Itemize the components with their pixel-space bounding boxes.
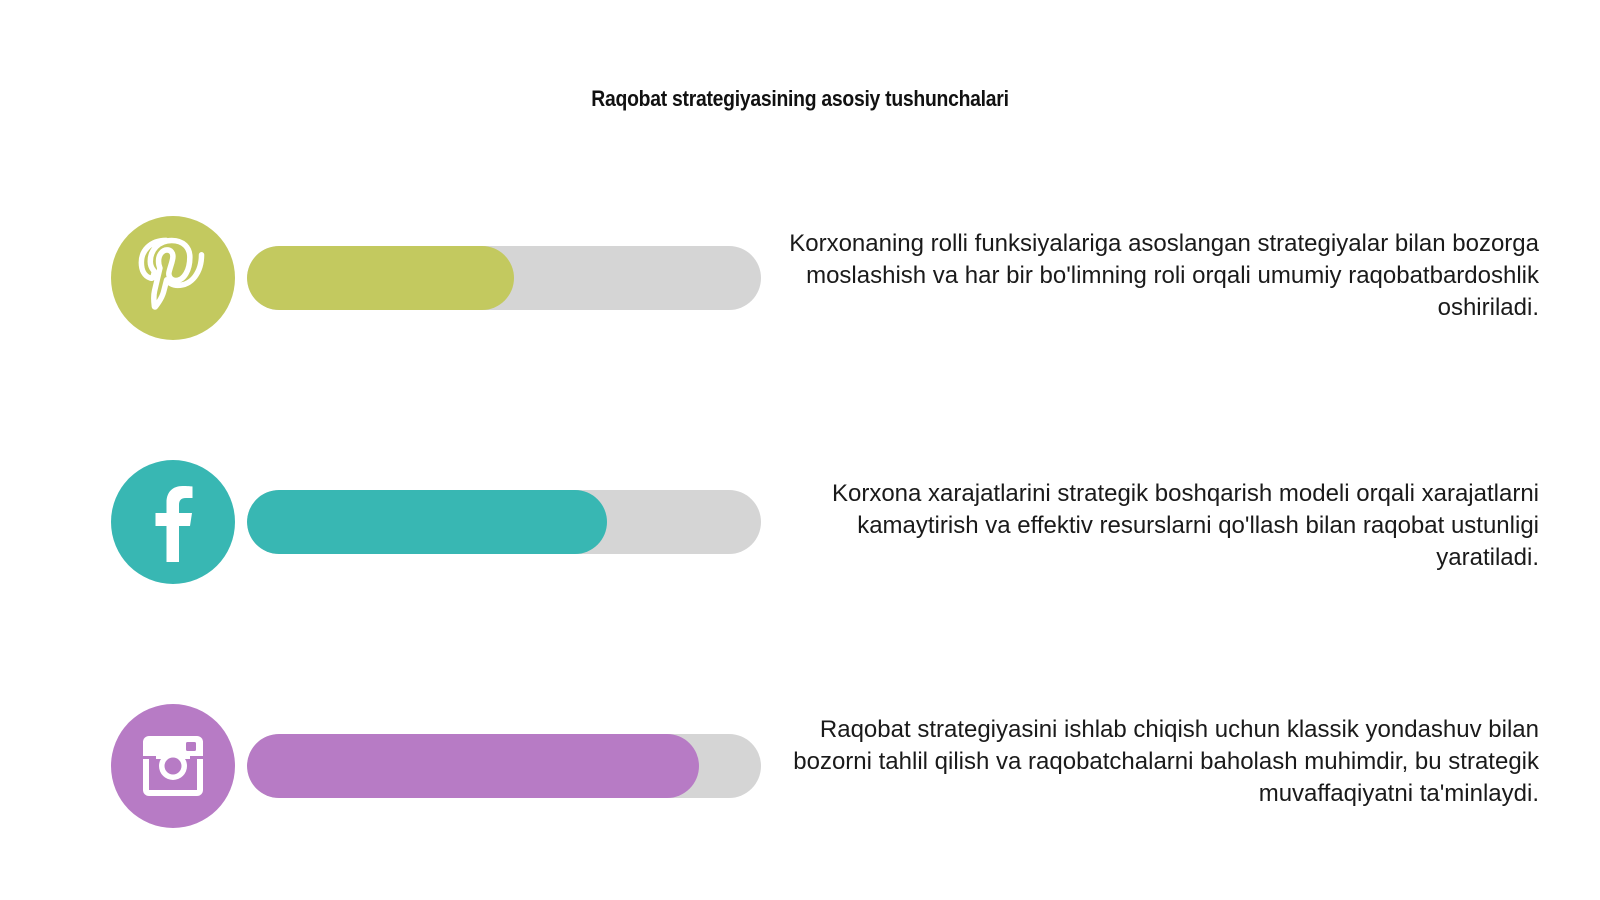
icon-badge [111,460,235,584]
page-title: Raqobat strategiyasining asosiy tushunchalari [591,86,1009,111]
pinterest-icon [138,233,208,323]
progress-track [247,734,761,798]
progress-fill [247,246,514,310]
icon-badge [111,216,235,340]
instagram-icon [140,733,206,799]
progress-fill [247,490,607,554]
item-description: Raqobat strategiyasini ishlab chiqish uchun klassik yondashuv bilan bozorni tahlil qilish va raqobatchalarni baholash muhimdir, bu strategik muvaffaqiyatni ta'minlaydi. [793,716,1539,807]
progress-track [247,490,761,554]
item-description: Korxona xarajatlarini strategik boshqarish modeli orqali xarajatlarni kamaytirish va effektiv resurslarni qo'llash bilan raqobat ustunligi yaratiladi. [831,480,1539,571]
list-item [0,460,1600,584]
progress-track [247,246,761,310]
list-item [0,704,1600,828]
list-item [0,216,1600,340]
facebook-icon [151,482,195,562]
progress-fill [247,734,699,798]
item-description: Korxonaning rolli funksiyalariga asoslangan strategiyalar bilan bozorga moslashish va har bir bo'limning roli orqali umumiy raqobatbardoshlik oshiriladi. [789,230,1539,321]
icon-badge [111,704,235,828]
